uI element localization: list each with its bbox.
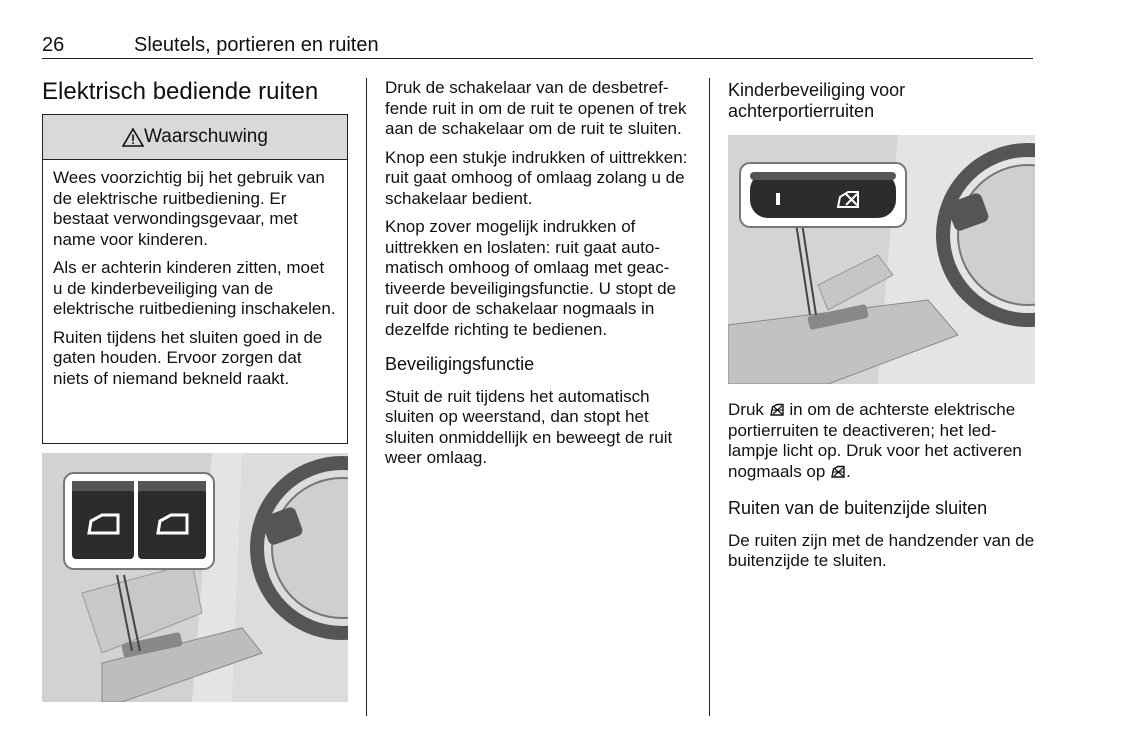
section-title: Elektrisch bediende ruiten (42, 78, 319, 105)
warning-header (43, 115, 347, 160)
child-lock-text: . (846, 461, 851, 481)
right-column-lower (728, 400, 1038, 580)
column-divider (366, 78, 367, 716)
instruction-paragraph: Knop een stukje indrukken of uittrekken: ruit gaat omhoog of omlaag zolang u de schakelaar bedient. (385, 147, 688, 208)
middle-column (385, 78, 695, 477)
warning-title: Waarschuwing (144, 126, 268, 147)
led-indicator (776, 193, 780, 205)
right-column (728, 80, 1038, 122)
warning-box (42, 114, 348, 444)
rear-door-drawing (728, 135, 1035, 384)
door-panel-drawing (42, 453, 348, 702)
warning-paragraph: Als er achterin kinderen zitten, moet u de kinderbeveiliging van de elektrische ruitbediening inschakelen. (53, 258, 336, 318)
instruction-paragraph: Knop zover mogelijk indrukken of uittrekken en loslaten: ruit gaat automatisch omhoog of omlaag met geactiveerde beveiligingsfunctie. U stopt de ruit door de schakelaar nogmaals in dezelfde richting te bedienen. (385, 217, 677, 339)
child-lock-symbol-icon (830, 465, 846, 479)
page-number: 26 (42, 34, 65, 56)
warning-paragraph: Wees voorzichtig bij het gebruik van de elektrische ruitbediening. Er bestaat verwondingsgevaar, met name voor kinderen. (53, 168, 325, 249)
subheading-child-lock: Kinderbeveiliging voor achterportierruiten (728, 80, 906, 121)
subheading-outside-close: Ruiten van de buitenzijde sluiten (728, 498, 988, 518)
column-divider (709, 78, 710, 716)
instruction-paragraph: Druk de schakelaar van de desbetreffende ruit in om de ruit te openen of trek aan de schakelaar om de ruit te sluiten. (385, 78, 687, 138)
subheading-safety: Beveiligingsfunctie (385, 354, 535, 374)
warning-triangle-icon (122, 128, 144, 147)
chapter-title: Sleutels, portieren en ruiten (134, 34, 379, 56)
outside-close-paragraph: De ruiten zijn met de handzender van de buitenzijde te sluiten. (728, 530, 1035, 570)
child-lock-text: in om de achterste elektrische portierruiten te deactiveren; het led-lampje licht op. Druk voor het activeren nogmaals op (728, 400, 1022, 481)
warning-paragraph: Ruiten tijdens het sluiten goed in de gaten houden. Ervoor zorgen dat niets of niemand bekneld raakt. (53, 327, 323, 388)
child-lock-text: Druk (728, 400, 764, 419)
child-lock-illustration (728, 135, 1035, 384)
child-lock-symbol-icon (769, 403, 785, 417)
safety-paragraph: Stuit de ruit tijdens het automatisch sluiten op weerstand, dan stopt het sluiten onmiddellijk en beweegt de ruit weer omlaag. (385, 386, 673, 467)
page-header (42, 34, 1033, 59)
window-switch-illustration (42, 453, 348, 702)
